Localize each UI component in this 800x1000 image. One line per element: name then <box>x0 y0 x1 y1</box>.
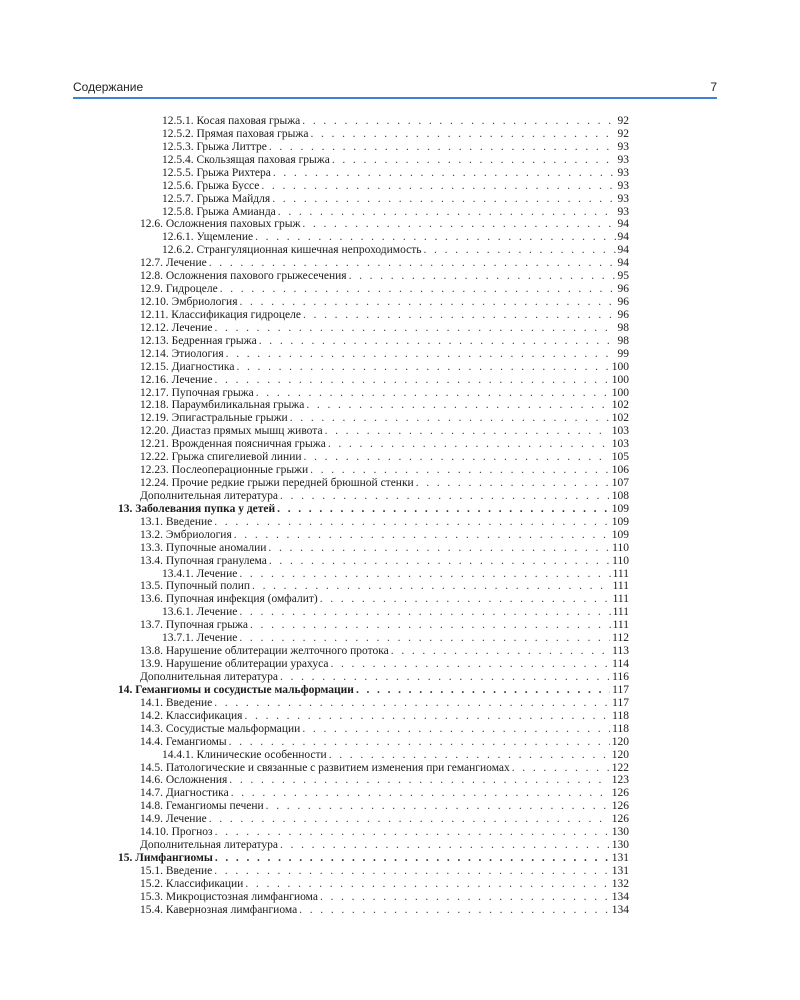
toc-entry <box>140 736 629 749</box>
toc-entry-title: 12.12. Лечение <box>140 321 213 334</box>
toc-entry-page: 123 <box>611 774 629 787</box>
toc-entry-page: 120 <box>611 748 629 761</box>
toc-entry <box>162 128 629 141</box>
toc-entry <box>140 723 629 736</box>
toc-entry-page: 131 <box>611 864 629 877</box>
toc-entry-title: 13. Заболевания пупка у детей <box>118 502 276 515</box>
toc-entry <box>140 309 629 322</box>
toc-entry-page: 111 <box>612 593 629 606</box>
toc-dot-leader <box>252 580 611 593</box>
toc-entry-page: 106 <box>611 464 629 477</box>
toc-entry-page: 130 <box>611 826 629 839</box>
toc-dot-leader <box>244 710 610 723</box>
toc-entry-page: 94 <box>617 244 629 257</box>
toc-entry <box>140 658 629 671</box>
toc-dot-leader <box>234 529 610 542</box>
toc-dot-leader <box>290 412 610 425</box>
toc-dot-leader <box>391 645 610 658</box>
toc-entry <box>162 206 629 219</box>
toc-dot-leader <box>273 167 616 180</box>
toc-entry-page: 110 <box>612 554 629 567</box>
toc-dot-leader <box>229 736 610 749</box>
toc-entry-page: 122 <box>611 761 629 774</box>
toc-entry-page: 98 <box>617 334 629 347</box>
toc-entry-page: 111 <box>612 567 629 580</box>
toc-dot-leader <box>231 787 610 800</box>
toc-entry-title: 12.11. Классификация гидроцеле <box>140 308 301 321</box>
toc-dot-leader <box>229 774 609 787</box>
toc-dot-leader <box>303 309 616 322</box>
toc-entry-title: 12.8. Осложнения пахового грыжесечения <box>140 270 347 283</box>
toc-entry-title: 12.5.3. Грыжа Литтре <box>162 140 267 153</box>
toc-entry <box>162 180 629 193</box>
toc-entry-title: 12.5.5. Грыжа Рихтера <box>162 166 271 179</box>
toc-entry-title: Дополнительная литература <box>140 489 278 502</box>
toc-entry-title: 14.9. Лечение <box>140 813 207 826</box>
toc-entry <box>140 645 629 658</box>
toc-entry-title: 12.23. Послеоперационные грыжи <box>140 464 309 477</box>
toc-dot-leader <box>209 257 616 270</box>
toc-entry-page: 118 <box>612 722 629 735</box>
toc-entry-page: 93 <box>617 179 629 192</box>
toc-entry <box>140 257 629 270</box>
toc-dot-leader <box>304 451 610 464</box>
toc-entry-page: 94 <box>617 257 629 270</box>
toc-entry <box>140 425 629 438</box>
toc-entry <box>162 632 629 645</box>
toc-entry <box>162 231 629 244</box>
toc-entry-page: 120 <box>611 735 629 748</box>
toc-entry-title: 15. Лимфангиомы <box>118 852 213 864</box>
toc-dot-leader <box>259 335 616 348</box>
toc-entry-page: 131 <box>611 852 629 864</box>
toc-dot-leader <box>255 231 615 244</box>
toc-dot-leader <box>280 839 610 852</box>
toc-entry-title: 13.9. Нарушение облитерации урахуса <box>140 658 329 671</box>
toc-dot-leader <box>328 438 610 451</box>
toc-dot-leader <box>239 568 610 581</box>
toc-entry-page: 108 <box>611 489 629 502</box>
toc-entry-title: 12.19. Эпигастральные грыжи <box>140 412 288 425</box>
toc-entry-title: 13.1. Введение <box>140 515 213 528</box>
toc-entry <box>140 787 629 800</box>
toc-entry <box>162 167 629 180</box>
toc-entry <box>140 399 629 412</box>
toc-dot-leader <box>278 206 616 219</box>
toc-entry-page: 93 <box>617 205 629 218</box>
toc-dot-leader <box>299 904 610 917</box>
toc-dot-leader <box>277 503 610 516</box>
toc-entry <box>140 710 629 723</box>
toc-entry-title: 12.22. Грыжа спигелиевой линии <box>140 451 302 464</box>
toc-entry <box>140 593 629 606</box>
toc-entry-title: 13.4. Пупочная гранулема <box>140 554 267 567</box>
toc-entry-page: 94 <box>617 218 629 231</box>
toc-entry <box>162 193 629 206</box>
toc-entry <box>140 490 629 503</box>
toc-dot-leader <box>320 593 611 606</box>
toc-chapter-entry <box>118 852 629 865</box>
toc-entry <box>162 154 629 167</box>
toc-dot-leader <box>349 270 616 283</box>
toc-entry-title: 13.7.1. Лечение <box>162 632 238 645</box>
toc-dot-leader <box>280 490 610 503</box>
toc-entry <box>140 322 629 335</box>
toc-entry-title: 12.13. Бедренная грыжа <box>140 334 257 347</box>
toc-entry-title: 12.6. Осложнения паховых грыж <box>140 218 301 231</box>
toc-entry <box>162 141 629 154</box>
toc-entry-title: 14.7. Диагностика <box>140 787 229 800</box>
toc-entry-page: 105 <box>611 451 629 464</box>
toc-dot-leader <box>302 115 615 128</box>
toc-dot-leader <box>236 361 609 374</box>
toc-entry-title: Дополнительная литература <box>140 670 278 683</box>
toc-entry-page: 98 <box>617 321 629 334</box>
toc-entry-page: 112 <box>612 632 629 645</box>
toc-dot-leader <box>310 464 610 477</box>
toc-entry-page: 116 <box>612 670 629 683</box>
toc-chapter-entry <box>118 503 629 516</box>
toc-dot-leader <box>239 606 610 619</box>
header-rule <box>73 97 717 99</box>
toc-chapter-entry <box>118 684 629 697</box>
toc-entry <box>162 606 629 619</box>
toc-entry-page: 96 <box>617 308 629 321</box>
toc-dot-leader <box>215 852 610 865</box>
toc-entry-title: 12.10. Эмбриология <box>140 296 238 309</box>
toc-entry-page: 109 <box>611 502 629 515</box>
toc-entry <box>140 218 629 231</box>
toc-dot-leader <box>215 826 610 839</box>
toc-entry-title: 12.24. Прочие редкие грыжи передней брюшной стенки <box>140 477 414 490</box>
toc-entry-page: 130 <box>611 839 629 852</box>
toc-dot-leader <box>272 193 615 206</box>
toc-entry <box>162 749 629 762</box>
toc-entry-page: 92 <box>617 115 629 127</box>
toc-entry-page: 111 <box>612 619 629 632</box>
toc-dot-leader <box>214 516 610 529</box>
toc-dot-leader <box>226 348 616 361</box>
toc-entry-page: 126 <box>611 800 629 813</box>
toc-entry-page: 134 <box>611 890 629 903</box>
toc-entry-title: 13.6.1. Лечение <box>162 606 238 619</box>
toc-entry <box>140 542 629 555</box>
toc-entry-title: 12.5.4. Скользящая паховая грыжа <box>162 153 330 166</box>
toc-entry-page: 111 <box>612 580 629 593</box>
toc-entry-title: 13.7. Пупочная грыжа <box>140 619 248 632</box>
toc-entry <box>140 335 629 348</box>
toc-entry <box>140 296 629 309</box>
toc-entry-title: 15.4. Кавернозная лимфангиома <box>140 903 298 916</box>
toc-dot-leader <box>214 322 615 335</box>
toc-entry-title: 12.14. Этиология <box>140 347 224 360</box>
toc-entry <box>140 374 629 387</box>
toc-entry-page: 93 <box>617 166 629 179</box>
toc-dot-leader <box>239 632 610 645</box>
toc-entry-page: 117 <box>612 683 629 696</box>
toc-entry-page: 126 <box>611 813 629 826</box>
toc-entry-title: 12.5.7. Грыжа Майдля <box>162 192 271 205</box>
toc-entry-page: 96 <box>617 283 629 296</box>
toc-entry-page: 113 <box>612 645 629 658</box>
toc-entry-page: 102 <box>611 399 629 412</box>
toc-entry-page: 126 <box>611 787 629 800</box>
toc-entry-page: 117 <box>612 696 629 709</box>
toc-entry <box>140 697 629 710</box>
toc-entry <box>140 387 629 400</box>
toc-dot-leader <box>356 684 610 697</box>
toc-entry <box>140 619 629 632</box>
toc-entry-title: 12.6.2. Странгуляционная кишечная непроходимость <box>162 244 422 257</box>
toc-entry <box>140 800 629 813</box>
toc-entry <box>140 438 629 451</box>
toc-entry-title: 14.3. Сосудистые мальформации <box>140 722 301 735</box>
toc-entry <box>140 762 629 775</box>
toc-dot-leader <box>330 658 610 671</box>
toc-entry <box>140 283 629 296</box>
toc-entry <box>140 270 629 283</box>
toc-entry-title: 12.17. Пупочная грыжа <box>140 386 254 399</box>
toc-dot-leader <box>306 399 609 412</box>
toc-entry-title: 14.4. Гемангиомы <box>140 735 227 748</box>
toc-entry-title: 12.15. Диагностика <box>140 360 235 373</box>
toc-entry-title: 12.6.1. Ущемление <box>162 231 254 244</box>
toc-dot-leader <box>209 813 610 826</box>
toc-entry-title: 12.7. Лечение <box>140 257 207 270</box>
toc-entry <box>162 568 629 581</box>
toc-entry-title: 15.3. Микроцистозная лимфангиома <box>140 890 318 903</box>
toc-entry <box>140 580 629 593</box>
toc-entry-title: 15.1. Введение <box>140 864 213 877</box>
toc-entry-page: 102 <box>611 412 629 425</box>
toc-entry-page: 132 <box>611 877 629 890</box>
toc-dot-leader <box>261 180 615 193</box>
toc-entry <box>140 412 629 425</box>
toc-entry <box>140 529 629 542</box>
toc-entry-title: 14.1. Введение <box>140 696 213 709</box>
toc-dot-leader <box>302 723 610 736</box>
toc-entry <box>140 839 629 852</box>
toc-entry-title: 15.2. Классификации <box>140 877 244 890</box>
toc-entry <box>140 451 629 464</box>
toc-entry <box>140 555 629 568</box>
toc-entry-title: Дополнительная литература <box>140 839 278 852</box>
toc-entry-title: 14.4.1. Клинические особенности <box>162 748 327 761</box>
toc-entry-page: 110 <box>612 541 629 554</box>
toc-entry <box>140 348 629 361</box>
toc-entry-title: 12.5.8. Грыжа Амианда <box>162 205 276 218</box>
toc-entry <box>140 477 629 490</box>
toc-entry-page: 109 <box>611 515 629 528</box>
toc-dot-leader <box>214 697 610 710</box>
toc-entry-title: 13.2. Эмбриология <box>140 528 232 541</box>
toc-dot-leader <box>320 891 610 904</box>
toc-entry-title: 12.21. Врожденная поясничная грыжа <box>140 438 326 451</box>
toc-entry <box>140 904 629 917</box>
toc-entry <box>162 244 629 257</box>
page-number: 7 <box>710 80 717 94</box>
toc-entry-title: 14.10. Прогноз <box>140 826 213 839</box>
toc-dot-leader <box>329 749 610 762</box>
toc-dot-leader <box>266 800 610 813</box>
toc-entry-page: 100 <box>611 386 629 399</box>
toc-entry-title: 12.5.1. Косая паховая грыжа <box>162 115 301 127</box>
toc-entry-title: 13.6. Пупочная инфекция (омфалит) <box>140 593 318 606</box>
toc-entry-title: 12.16. Лечение <box>140 373 213 386</box>
running-head <box>73 80 717 96</box>
toc-dot-leader <box>240 296 616 309</box>
toc-entry-title: 14. Гемангиомы и сосудистые мальформации <box>118 683 354 696</box>
toc-entry <box>140 361 629 374</box>
toc-entry-page: 134 <box>611 903 629 916</box>
toc-entry-title: 14.8. Гемангиомы печени <box>140 800 264 813</box>
toc-entry-title: 13.3. Пупочные аномалии <box>140 541 267 554</box>
toc-entry <box>140 464 629 477</box>
toc-entry <box>140 813 629 826</box>
toc-entry <box>140 826 629 839</box>
toc-entry-page: 100 <box>611 373 629 386</box>
toc-entry-title: 12.9. Гидроцеле <box>140 283 218 296</box>
toc-entry-page: 99 <box>617 347 629 360</box>
toc-entry <box>162 115 629 128</box>
running-head-title: Содержание <box>73 80 144 94</box>
toc-dot-leader <box>332 154 616 167</box>
toc-entry-page: 92 <box>617 127 629 140</box>
toc-dot-leader <box>280 671 610 684</box>
toc-entry-page: 96 <box>617 296 629 309</box>
toc-entry-page: 93 <box>617 153 629 166</box>
toc-entry-page: 100 <box>611 360 629 373</box>
toc-dot-leader <box>268 542 610 555</box>
toc-entry-page: 93 <box>617 192 629 205</box>
toc-dot-leader <box>269 141 616 154</box>
toc-entry <box>140 774 629 787</box>
toc-dot-leader <box>302 218 615 231</box>
toc-entry-title: 14.5. Патологические и связанные с развитием изменения при гемангиомах <box>140 761 510 774</box>
toc-entry <box>140 865 629 878</box>
toc-entry-page: 103 <box>611 425 629 438</box>
toc-dot-leader <box>269 555 610 568</box>
toc-entry-title: 12.18. Параумбиликальная грыжа <box>140 399 305 412</box>
toc-entry <box>140 878 629 891</box>
toc-entry <box>140 671 629 684</box>
toc-entry-title: 14.6. Осложнения <box>140 774 228 787</box>
toc-entry-title: 14.2. Классификация <box>140 709 243 722</box>
toc-entry-title: 12.5.2. Прямая паховая грыжа <box>162 127 309 140</box>
toc-dot-leader <box>220 283 616 296</box>
toc-dot-leader <box>214 374 609 387</box>
toc-entry-page: 103 <box>611 438 629 451</box>
toc-entry-page: 114 <box>612 658 629 671</box>
toc-entry-page: 93 <box>617 140 629 153</box>
toc-entry-title: 12.5.6. Грыжа Буссе <box>162 179 260 192</box>
toc-entry-page: 109 <box>611 528 629 541</box>
toc-entry <box>140 516 629 529</box>
toc-dot-leader <box>256 387 610 400</box>
toc-entry-page: 107 <box>611 477 629 490</box>
toc-entry-page: 95 <box>617 270 629 283</box>
toc-dot-leader <box>250 619 611 632</box>
toc-dot-leader <box>310 128 615 141</box>
toc-entry-page: 94 <box>617 231 629 244</box>
toc-entry-page: 118 <box>612 709 629 722</box>
toc-dot-leader <box>424 244 616 257</box>
toc-entry-title: 13.5. Пупочный полип <box>140 580 251 593</box>
toc-dot-leader <box>416 477 610 490</box>
toc-entry <box>140 891 629 904</box>
toc-entry-title: 13.8. Нарушение облитерации желточного протока <box>140 645 389 658</box>
toc-dot-leader <box>214 865 610 878</box>
toc-dot-leader <box>325 425 610 438</box>
toc-dot-leader <box>512 762 610 775</box>
toc-entry-title: 12.20. Диастаз прямых мышц живота <box>140 425 323 438</box>
toc-entry-title: 13.4.1. Лечение <box>162 567 238 580</box>
toc-entry-page: 111 <box>612 606 629 619</box>
toc-dot-leader <box>245 878 609 891</box>
